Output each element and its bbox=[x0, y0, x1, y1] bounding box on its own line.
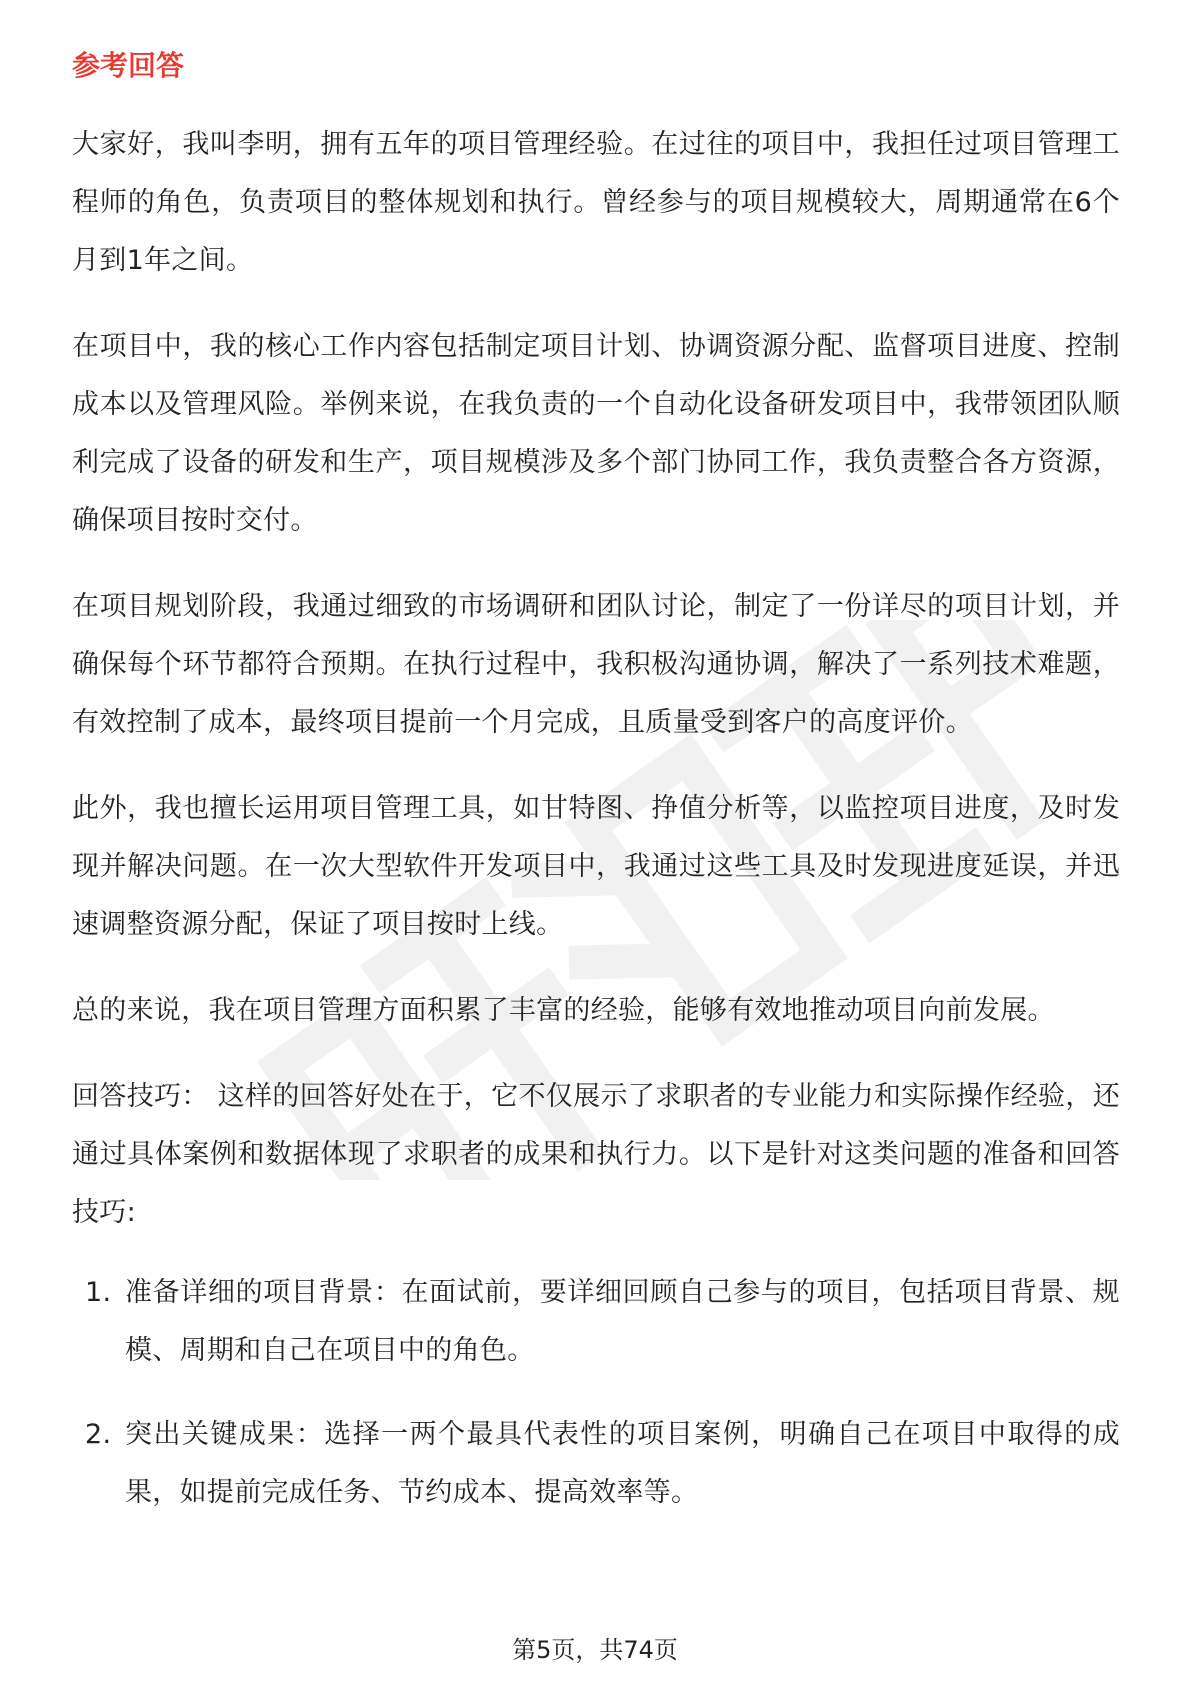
paragraph-answer-tips: 回答技巧： 这样的回答好处在于，它不仅展示了求职者的专业能力和实际操作经验，还通过具体案例和数据体现了求职者的成果和执行力。以下是针对这类问题的准备和回答技巧: bbox=[72, 1081, 1120, 1228]
paragraph-tools: 此外，我也擅长运用项目管理工具，如甘特图、挣值分析等，以监控项目进度，及时发现并解决问题。在一次大型软件开发项目中，我通过这些工具及时发现进度延误，并迅速调整资源分配，保证了项目按时上线。 bbox=[72, 793, 1120, 940]
paragraph-planning: 在项目规划阶段，我通过细致的市场调研和团队讨论，制定了一份详尽的项目计划，并确保每个环节都符合预期。在执行过程中，我积极沟通协调，解决了一系列技术难题，有效控制了成本，最终项目提前一个月完成，且质量受到客户的高度评价。 bbox=[72, 591, 1120, 738]
list-item-text: 突出关键成果：选择一两个最具代表性的项目案例，明确自己在项目中取得的成果，如提前完成任务、节约成本、提高效率等。 bbox=[125, 1419, 1120, 1508]
list-item-text: 准备详细的项目背景：在面试前，要详细回顾自己参与的项目，包括项目背景、规模、周期和自己在项目中的角色。 bbox=[125, 1277, 1120, 1366]
paragraph-intro: 大家好，我叫李明，拥有五年的项目管理经验。在过往的项目中，我担任过项目管理工程师的角色，负责项目的整体规划和执行。曾经参与的项目规模较大，周期通常在6个月到1年之间。 bbox=[72, 129, 1120, 276]
paragraph-summary: 总的来说，我在项目管理方面积累了丰富的经验，能够有效地推动项目向前发展。 bbox=[72, 995, 1055, 1026]
document-content bbox=[72, 46, 1120, 1548]
section-title: 参考回答 bbox=[72, 49, 185, 82]
page-footer: 第5页，共74页 bbox=[512, 1636, 678, 1664]
list-item bbox=[72, 1264, 1120, 1380]
list-item-number: 1. bbox=[85, 1277, 112, 1308]
paragraph-core-work: 在项目中，我的核心工作内容包括制定项目计划、协调资源分配、监督项目进度、控制成本以及管理风险。举例来说，在我负责的一个自动化设备研发项目中，我带领团队顺利完成了设备的研发和生产，项目规模涉及多个部门协同工作，我负责整合各方资源，确保项目按时交付。 bbox=[72, 331, 1120, 536]
list-item bbox=[72, 1406, 1120, 1522]
list-item-number: 2. bbox=[85, 1419, 112, 1450]
tips-list bbox=[72, 1264, 1120, 1522]
